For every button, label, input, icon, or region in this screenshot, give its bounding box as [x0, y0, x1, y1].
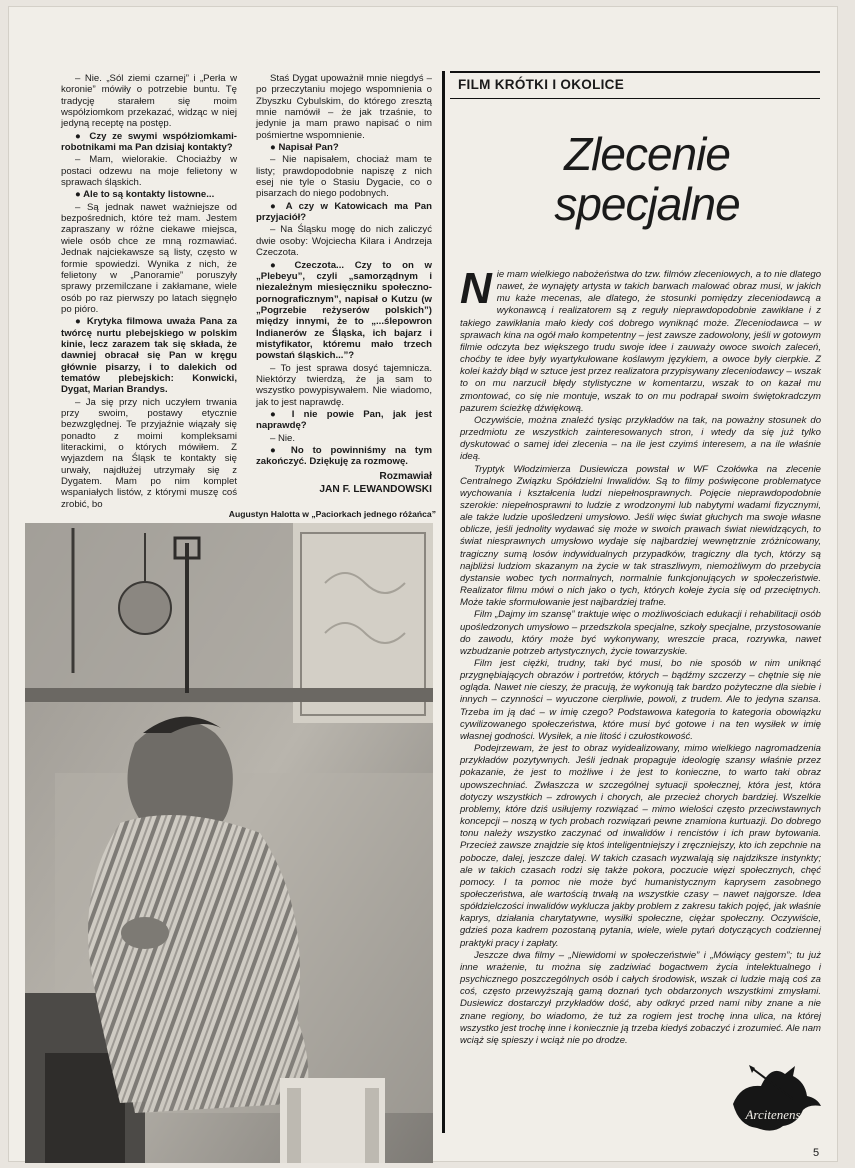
interview-answer: – To jest sprawa dosyć tajemnicza. Niektórzy twierdzą, że ja sam to wszystko powypisywałem. Nie wiadomo, jak to jest naprawdę. [256, 362, 432, 408]
article-paragraph: Tryptyk Włodzimierza Dusiewicza powstał w WF Czołówka na zlecenie Centralnego Związku Spółdzielni Inwalidów. Są to filmy poświęcone problematyce wychowania i kształcenia ludzi niepełnosprawnych. Pojęcie nieprawdopodobnie szerokie: niepełnosprawni to ludzie z wrodzonymi lub nabytymi wadami fizycznymi, ale także ludzie upośledzeni umysłowo. Jeśli więc świat głuchych ma swoje własne oblicze, jeśli jednolity wydawać się może w swoich prawach świat niewidzących, to świat niesprawnych umysłowo wydaje się najbardziej wewnętrznie zróżnicowany, tragiczny sumą losów indywidualnych przypadków, tragiczny dla tych, którzy są najbliżsi ludziom skazanym na życie w tak straszliwym, niemożliwym do przebycia dystansie wobec tych normalnych, normalnie funkcjonujących w społeczeństwie. Realizator filmu mówi o nich jako o tych, których kołeje życia się od przeciętnych. Może takie sformułowanie jest najbardziej trafne. [460, 463, 821, 609]
article-paragraph: Jeszcze dwa filmy – „Niewidomi w społeczeństwie” i „Mówiący gestem”; tu już inne wrażenie, tu można się zadziwiać bogactwem życia intelektualnego i psychicznego poszczególnych osób i całych środowisk, wszak ci ludzie mają coś za coś, często przewyższają gamą doznań tych obdarzonych wszystkimi zmysłami. Dusiewicz dostarczył przykładów dość, aby odkryć przed nami niby znane a nie znane regiony, bo wiadomo, że tuż za rogiem jest trochę inna ulica, na której wszystko jest trochę inne i koniecznie ją trzeba kiedyś zobaczyć i zrozumieć. Ale nam wciąż się spieszy i wciąż nie po drodze. [460, 949, 821, 1046]
article-paragraph: Podejrzewam, że jest to obraz wyidealizowany, mimo wielkiego nagromadzenia przykładów pozytywnych. Jeśli jednak propaguje ideologię szansy właśnie przez pokazanie, że jest to możliwe i że jest to konieczne, to warto taki obraz upowszechniać. Zwłaszcza w szczególnej sytuacji społecznej, która jest, która dotyczy wszystkich – zdrowych i chorych, ale przecież chorych bardziej. Wszelkie problemy, które dziś usiłujemy rozwiązać – mimo wielości często przeciwstawnych koncepcji – noszą w tych probach rozwiązań pewne znamiona kurtuazji. Do dobrego tonu należy wszystko zaczynać od inwalidów i rencistów i ich praw bytowania. Przecież zawsze znajdzie się ktoś inteligentniejszy i zręczniejszy, kto ich zepchnie na pobocze, dalej, jeszcze dalej. W takich czasach wyzwalają się najdziksze instynkty; ale w takich czasach rodzi się także pokora, poczucie więzi społecznych, chęć pomocy. I ta pomoc nie może być humanistycznym kaprysem zasobnego społeczeństwa, ale wartością trwałą na wszystkie czasy – nawet najgorsze. Idea spółdzielczości inwalidów wyklucza jakby problem z zakresu takich pojęć, jak właśnie kaprys, działania charytatywne, wysiłki społeczne, ciężar społeczny. Oczywiście, gdzieś poza kadrem pozostaną pytania, wiele, wiele pytań dotyczących codziennej praktyki pracy i zapłaty. [460, 743, 821, 949]
article-title-line-1: Zlecenie [564, 128, 730, 180]
signature-label: Rozmawiał [379, 470, 432, 482]
interview-column-1 [61, 73, 237, 511]
interview-question: ● Napisał Pan? [270, 142, 339, 154]
signature-author: JAN F. LEWANDOWSKI [319, 483, 432, 495]
magazine-page [8, 6, 838, 1162]
drop-cap: N [460, 264, 492, 313]
article-paragraph: Oczywiście, można znaleźć tysiąc przykładów na tak, na poważny stosunek do przedmiotu ze wszystkich zainteresowanych stron, i wtedy da się już tylko dyskutować o samej idei zlecenia – na ile jest czyimś interesem, a na ile właśnie ideą. [460, 414, 821, 463]
article-paragraph-text: ie mam wielkiego nabożeństwa do tzw. filmów zleceniowych, a to nie dlatego nawet, że wynajęty artysta w takich barwach malować obraz musi, w jakich mu każe mecenas, ale dlatego, że stosunki pomiędzy zleceniodawcą a wykonawcą i realizatorem są z reguły nieprawdopodobnie zawikłane i z takiego zawikłania mało kiedy coś dobrego wyniknąć może. Zleceniodawca – w sprawach kina na ogół mało kompetentny – jest zawsze zadowolony, jeśli w gotowym filmie odczyta bez większego trudu swoje idee i zauważy owoce swoich zaleceń, choćby te idee były wyartykułowane koślawym językiem, a owoce były cierpkie. Z kolei każdy błąd w sztuce jest przez realizatora przypisywany zleceniodawcy – wszak to on mu narzucił błędy stylistyczne w komentarzu, wszak to on kazał mu zmontować, co się nie montuje, wszak to on mu podrapał swoim świętokradczym pazurem ścieżkę dźwiękową. [460, 269, 822, 414]
column-divider [442, 71, 445, 1133]
section-header: FILM KRÓTKI I OKOLICE [450, 71, 820, 99]
article-title [487, 129, 807, 229]
interview-answer: – Mam, wielorakie. Chociażby w postaci odzewu na moje felietony w sprawach śląskich. [61, 154, 237, 189]
interview-question: ● I nie powie Pan, jak jest naprawdę? [256, 408, 432, 432]
interview-question: ● No to powinniśmy na tym zakończyć. Dziękuję za rozmowę. [256, 445, 432, 468]
article-body [460, 264, 822, 1047]
interview-answer: – Ja się przy nich uczyłem trwania przy swoim, postawy etycznie bezwzględnej. Te przyjaźnie wiązały się ponadto z moimi kompleksami literackimi, o których mówiłem. Z wyjazdem na Śląsk te kontakty się urwały, najdłużej utrzymały się z Dygatem. Mam po nim komplet wspaniałych listów, z którymi muszę coś zrobić, bo [61, 396, 237, 510]
interview-answer: – Nie. „Sól ziemi czarnej” i „Perła w koronie” mówiły o potrzebie buntu. Tę tradycję starałem się moim współziomkom przekazać, widząc w niej jedyną receptę na postęp. [61, 73, 237, 130]
signature [256, 470, 432, 496]
interview-question: ● Ale to są kontakty listowne... [75, 189, 215, 201]
article-title-line-2: specjalne [554, 178, 740, 230]
photo-caption: Augustyn Halotta w „Paciorkach jednego różańca” [228, 509, 436, 519]
article-paragraph: Film „Dajmy im szansę” traktuje więc o możliwościach edukacji i rehabilitacji osób upośledzonych umysłowo – przedszkola specjalne, szkoły specjalne, przystosowanie do zawodu, który może być wykonywany, wreszcie praca, rozrywka, nawet wzbudzanie potrzeb artystycznych, życie towarzyskie. [460, 609, 821, 657]
photo-man-in-striped-pyjamas [25, 523, 433, 1163]
interview-answer: – Są jednak nawet ważniejsze od bezpośrednich, które też mam. Jestem zapraszany w różne ciekawe miejsca, wiele osób chce ze mną rozmawiać. Jednak najciekawsze są listy, często w formie spowiedzi. Wynika z nich, że felietony w „Panoramie” poruszyły sprawy przemilczane i zakłamane, wiele osób po raz pierwszy po latach sięgnęło po pióro. [61, 201, 237, 315]
logo-text: Arcitenens [745, 1107, 801, 1122]
interview-question: ● Krytyka filmowa uważa Pana za twórcę nurtu plebejskiego w polskim kinie, lecz zarazem tak się składa, że dawniej obracał się Pan w kręgu głównie pisarzy, i to dalekich od tematów plebejskich: Konwicki, Dygat, Marian Brandys. [61, 316, 237, 396]
arcitenens-logo [723, 1059, 823, 1141]
interview-answer: Staś Dygat upoważnił mnie niegdyś – po przeczytaniu mojego wspomnienia o Zbyszku Cybulskim, do którego zresztą mnie namówił – że jak trzaśnie, to jedynie ja mam prawo napisać o nim pośmiertne wspomnienie. [256, 73, 432, 141]
article-paragraph [460, 264, 822, 415]
interview-column-2 [256, 73, 432, 496]
page-number: 5 [813, 1147, 820, 1159]
interview-answer: – Nie napisałem, chociaż mam te listy; prawdopodobnie napiszę z nich esej nie tyle o Stasiu Dygacie, co o pisarzach do niego podobnych. [256, 154, 432, 200]
article-paragraph: Film jest ciężki, trudny, taki być musi, bo nie sposób w nim uniknąć przygnębiających obrazów i portretów, których – bądźmy szczerzy – chętnie się nie ogląda. Nawet nie cieszy, że pracują, że wykonują tak bardzo pożyteczne dla siebie i innych – czynności – wyuczone cierpliwie, powoli, z trudem. Ale to jedyna szansa. Trzeba im ją dać – w imię czego? Podstawowa kategoria to kategoria obowiązku cywilizowanego społeczeństwa, które musi być gotowe i na ten wysiłek w imię własnej godności. Wysiłek, a nie litość i czułostkowość. [460, 658, 821, 742]
interview-question: ● Czeczota... Czy to on w „Plebeyu”, czyli „samorządnym i niezależnym miesięczniku społeczno-pornograficznym”, napisał o Kutzu (w „Pogrzebie reżyserów polskich”) między innymi, że to „...ślepowron Indianerów ze Śląska, ich bajarz i mistyfikator, któremu mało trzech powstań śląskich...”? [256, 259, 432, 362]
interview-question: ● Czy ze swymi współziomkami-robotnikami ma Pan dzisiaj kontakty? [61, 130, 237, 154]
interview-answer: – Nie. [270, 432, 296, 444]
interview-answer: – Na Śląsku mogę do nich zaliczyć dwie osoby: Wojciecha Kilara i Andrzeja Czeczota. [256, 224, 432, 259]
interview-question: ● A czy w Katowicach ma Pan przyjaciół? [256, 200, 432, 224]
